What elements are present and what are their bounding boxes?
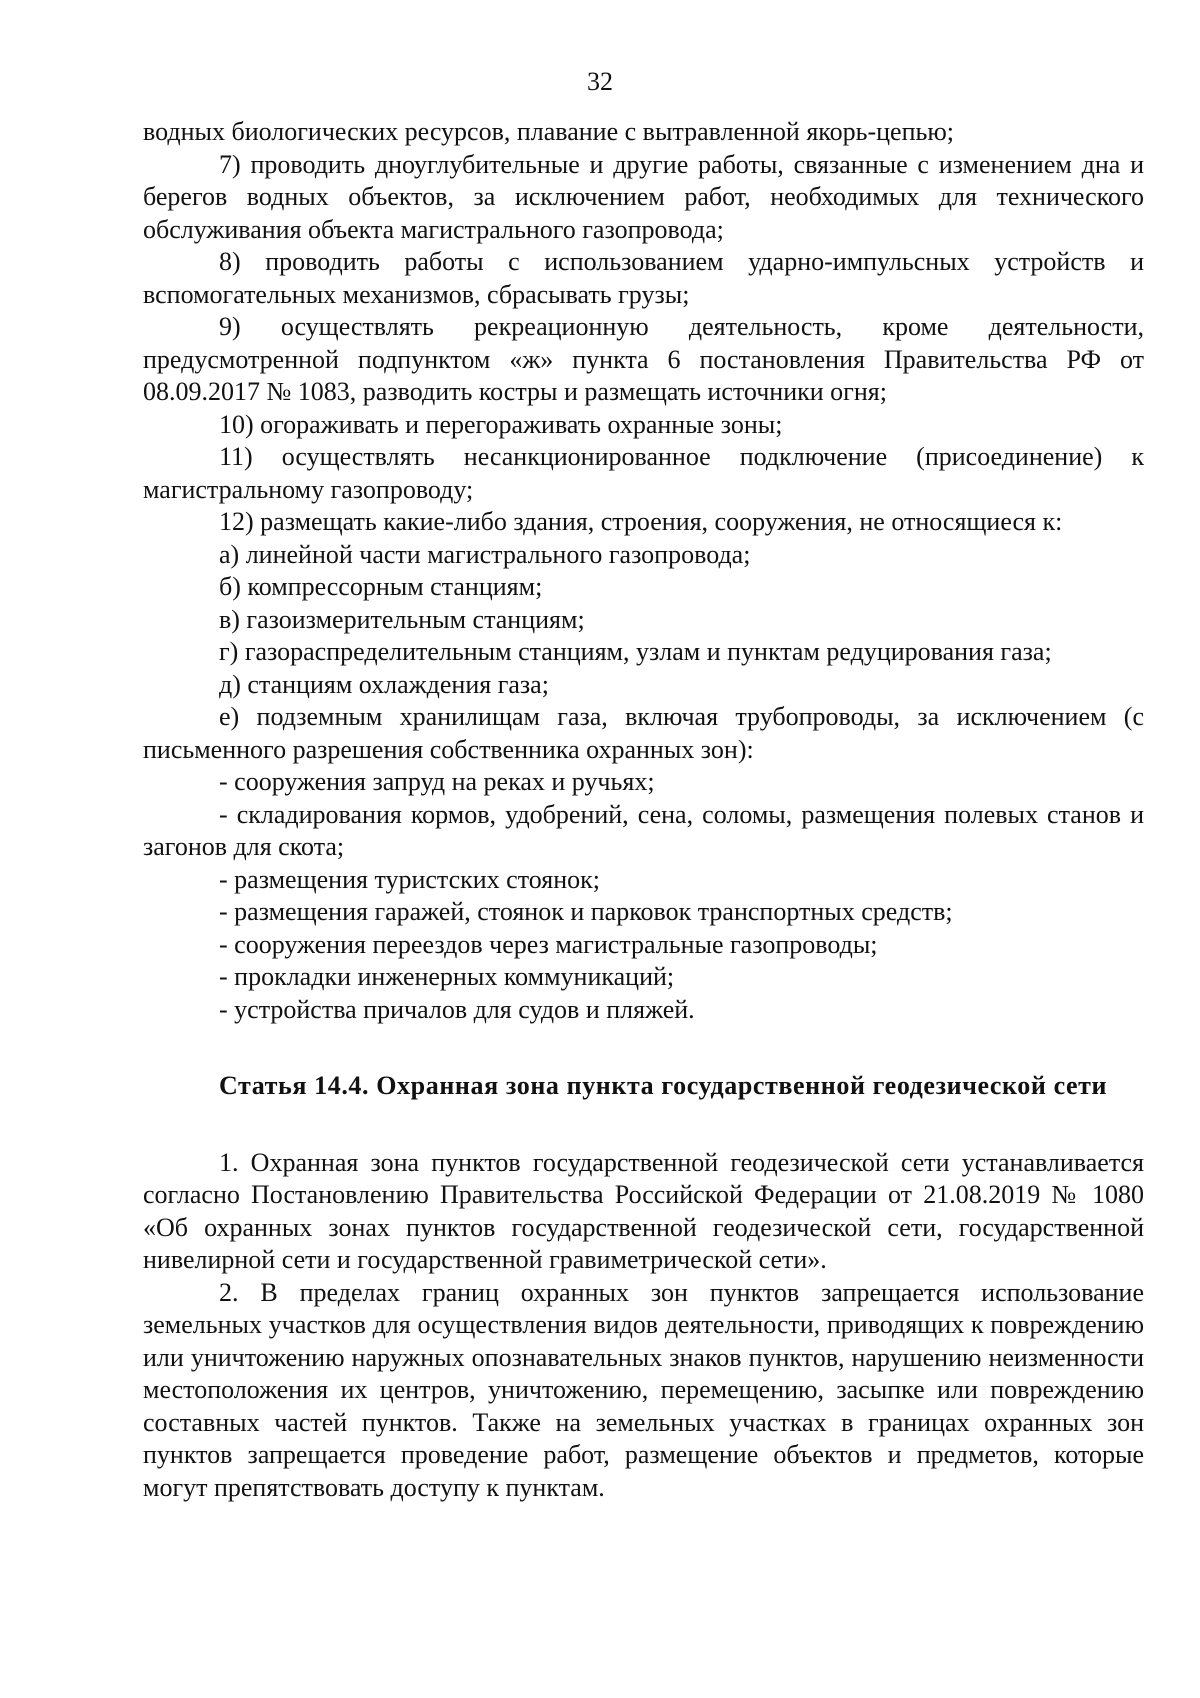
sub-item-b: б) компрессорным станциям; <box>219 572 543 601</box>
paragraph-item-9: 9) осуществлять рекреационную деятельность, кроме деятельности, предусмотренной подпунктом «ж» пункта 6 постановления Правительства РФ от 08.09.2017 № 1083, разводить костры и размещать источники огня; <box>143 312 1144 406</box>
dash-item: - сооружения запруд на реках и ручьях; <box>219 767 655 796</box>
dash-item: - прокладки инженерных коммуникаций; <box>219 962 675 991</box>
dash-item: - размещения туристских стоянок; <box>219 864 600 894</box>
document-body <box>143 116 1144 1504</box>
sub-item-g: г) газораспределительным станциям, узлам и пунктам редуцирования газа; <box>219 637 1052 666</box>
article-paragraph-1: 1. Охранная зона пунктов государственной геодезической сети устанавливается согласно Постановлению Правительства Российской Федерации от 21.08.2019 № 1080 «Об охранных зонах пунктов государственной геодезической сети, государственной нивелирной сети и государственной гравиметрической сети». <box>143 1147 1144 1274</box>
paragraph-item-11: 11) осуществлять несанкционированное подключение (присоединение) к магистральному газопроводу; <box>143 442 1144 504</box>
sub-item-a: а) линейной части магистрального газопровода; <box>219 539 751 569</box>
paragraph-item-12: 12) размещать какие-либо здания, строения, сооружения, не относящиеся к: <box>219 507 1063 536</box>
article-heading: Статья 14.4. Охранная зона пункта государственной геодезической сети <box>219 1071 1108 1100</box>
sub-item-e: е) подземным хранилищам газа, включая трубопроводы, за исключением (с письменного разрешения собственника охранных зон): <box>143 702 1144 764</box>
article-paragraph-2: 2. В пределах границ охранных зон пунктов запрещается использование земельных участков для осуществления видов деятельности, приводящих к повреждению или уничтожению наружных опознавательных знаков пунктов, нарушению неизменности местоположения их центров, уничтожению, перемещению, засыпке или повреждению составных частей пунктов. Также на земельных участках в границах охранных зон пунктов запрещается проведение работ, размещение объектов и предметов, которые могут препятствовать доступу к пунктам. <box>143 1277 1144 1502</box>
paragraph-continuation: водных биологических ресурсов, плавание с вытравленной якорь-цепью; <box>143 117 954 146</box>
paragraph-item-7: 7) проводить дноуглубительные и другие работы, связанные с изменением дна и берегов водных объектов, за исключением работ, необходимых для технического обслуживания объекта магистрального газопровода; <box>143 149 1144 244</box>
dash-item: - складирования кормов, удобрений, сена, соломы, размещения полевых станов и загонов для скота; <box>143 799 1144 861</box>
page-number: 32 <box>587 67 613 96</box>
paragraph-item-8: 8) проводить работы с использованием ударно-импульсных устройств и вспомогательных механизмов, сбрасывать грузы; <box>143 247 1144 309</box>
dash-item: - устройства причалов для судов и пляжей. <box>219 994 695 1024</box>
dash-item: - размещения гаражей, стоянок и парковок транспортных средств; <box>219 897 953 926</box>
sub-item-d: д) станциям охлаждения газа; <box>219 669 549 699</box>
paragraph-item-10: 10) огораживать и перегораживать охранные зоны; <box>219 409 783 439</box>
dash-item: - сооружения переездов через магистральные газопроводы; <box>219 929 878 959</box>
sub-item-v: в) газоизмерительным станциям; <box>219 604 585 634</box>
